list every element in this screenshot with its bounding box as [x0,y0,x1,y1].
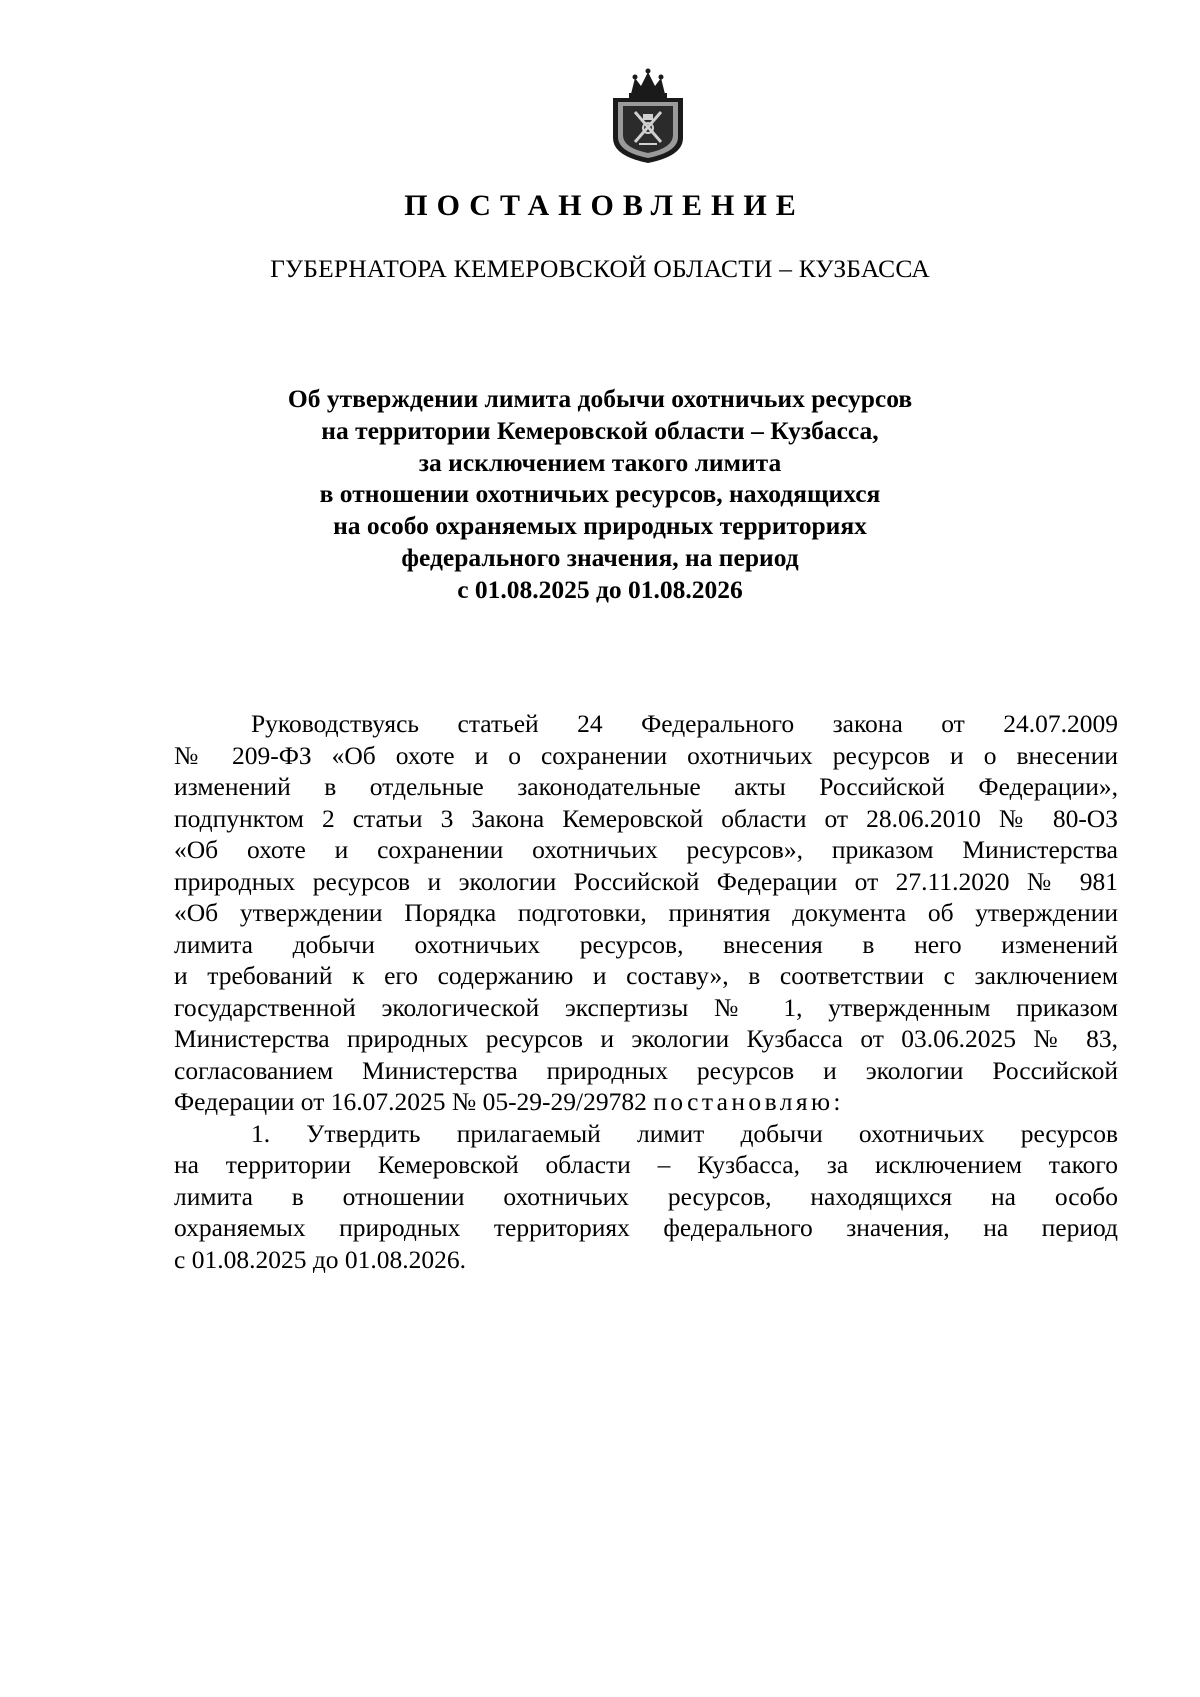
body-line: природных ресурсов и экологии Российской Федерации от 27.11.2020 № 981 [174,866,1118,896]
body-line: 1. Утвердить прилагаемый лимит добычи охотничьих ресурсов [251,1118,1118,1148]
issuer-heading: ГУБЕРНАТОРА КЕМЕРОВСКОЙ ОБЛАСТИ – КУЗБАССА [270,254,930,283]
body-line: и требований к его содержанию и составу», в соответствии с заключением [174,961,1118,990]
body-line: лимита в отношении охотничьих ресурсов, находящихся на особо [174,1181,1118,1211]
title-line: на особо охраняемых природных территориях [333,511,867,541]
coat-of-arms-icon [609,68,687,164]
title-line: за исключением такого лимита [418,447,782,477]
title-line: в отношении охотничьих ресурсов, находящихся [319,479,881,509]
body-line: «Об утверждении Порядка подготовки, принятия документа об утверждении [174,898,1118,927]
decree-word: постановляю: [653,1087,844,1116]
body-line: изменений в отдельные законодательные акты Российской Федерации», [174,772,1118,801]
document-type-heading: ПОСТАНОВЛЕНИЕ [404,189,805,222]
body-line: охраняемых природных территориях федерального значения, на период [174,1213,1118,1242]
body-line: подпунктом 2 статьи 3 Закона Кемеровской области от 28.06.2010 № 80-ОЗ [174,803,1118,833]
title-line: федерального значения, на период [401,542,799,572]
body-line: № 209-ФЗ «Об охоте и о сохранении охотничьих ресурсов и о внесении [174,740,1118,770]
document-title [220,383,980,606]
preamble-paragraph [174,708,1118,1118]
body-line: Министерства природных ресурсов и экологии Кузбасса от 03.06.2025 № 83, [174,1024,1118,1053]
body-line: «Об охоте и сохранении охотничьих ресурсов», приказом Министерства [174,835,1118,864]
body-line: лимита добычи охотничьих ресурсов, внесения в него изменений [174,929,1118,959]
body-line: согласованием Министерства природных ресурсов и экологии Российской [174,1055,1118,1085]
title-line: с 01.08.2025 до 01.08.2026 [457,574,743,604]
body-line: государственной экологической экспертизы № 1, утвержденным приказом [174,992,1118,1022]
document-body [174,708,1118,1275]
body-line [174,1086,1118,1118]
body-line-text: Федерации от 16.07.2025 № 05-29-29/29782 [174,1087,647,1116]
body-line: на территории Кемеровской области – Кузбасса, за исключением такого [174,1150,1118,1179]
body-line: Руководствуясь статьей 24 Федерального закона от 24.07.2009 [251,709,1118,738]
title-line: Об утверждении лимита добычи охотничьих ресурсов [287,384,913,413]
title-line: на территории Кемеровской области – Кузбасса, [321,415,879,445]
body-line: с 01.08.2025 до 01.08.2026. [174,1244,467,1274]
clause-1-paragraph [174,1118,1118,1276]
